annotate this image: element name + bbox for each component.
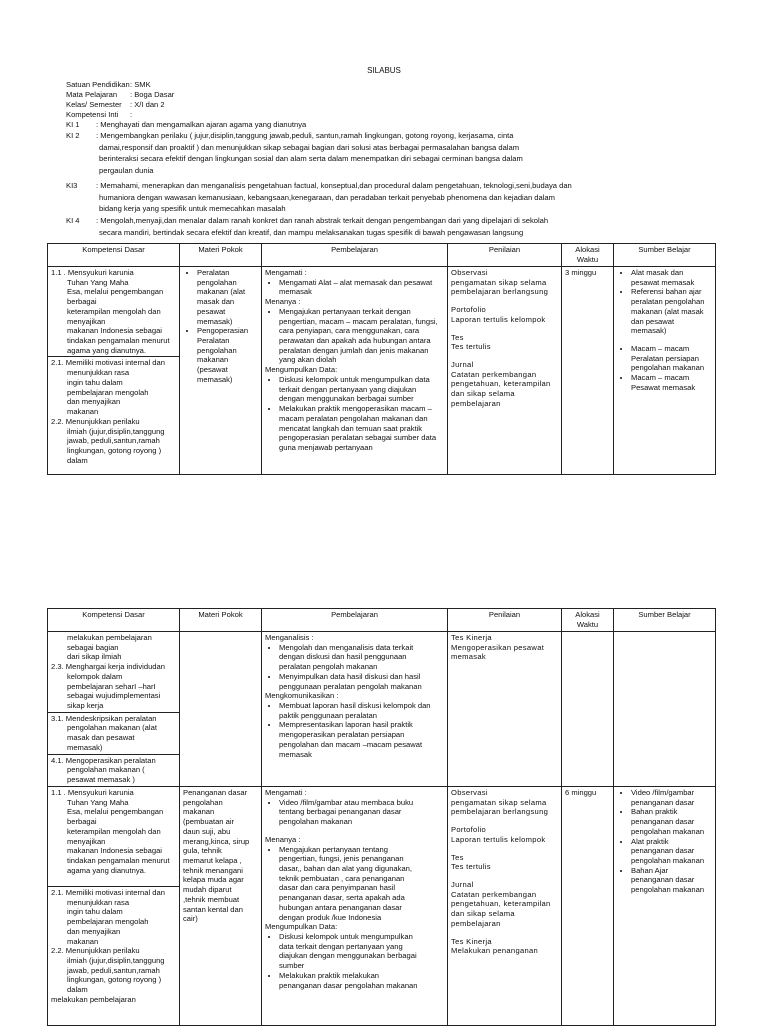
item-line: guna menjawab pertanyaan xyxy=(279,442,373,452)
item-line: dasar,, bahan dan alat yang digunakan, xyxy=(279,863,412,873)
header-alokasi-waktu: Alokasi Waktu xyxy=(562,244,614,267)
penilaian-heading: Jurnal xyxy=(451,360,474,370)
kd-line: dalam xyxy=(67,455,88,465)
kd-line: pembelajaran seharI –harI xyxy=(67,681,156,691)
kd-line: agama yang dianutnya. xyxy=(67,865,146,875)
kd-cell xyxy=(48,632,180,713)
ki-code: KI 1 xyxy=(66,120,80,129)
kd-line: pembelajaran mengolah xyxy=(67,917,149,927)
item-line: tentang berbagai penanganan dasar xyxy=(279,807,402,817)
kd-line: keterampilan mengolah dan xyxy=(67,826,161,836)
sumber-line: pengolahan makanan xyxy=(631,826,705,836)
kd-line: ingin tahu dalam xyxy=(67,377,123,387)
kd-line: sikap kerja xyxy=(67,701,104,711)
item-line: data terkait dengan pertanyaan yang xyxy=(279,941,403,951)
kd-line: Esa, melalui pengembangan xyxy=(67,287,164,297)
ki-text: : Menghayati dan mengamalkan ajaran agama yang dianutnya xyxy=(96,120,307,129)
sumber-item xyxy=(631,287,712,336)
sumber-line: • Macam – macam xyxy=(631,344,690,354)
materi-line: makanan (alat xyxy=(197,287,246,297)
pembelajaran-cell xyxy=(262,267,448,475)
materi-line: • Peralatan xyxy=(197,268,230,277)
kd-line: pesawat memasak ) xyxy=(67,775,135,785)
section-label: Mengumpulkan Data: xyxy=(265,365,338,375)
penilaian-heading: Tes Kinerja xyxy=(451,633,492,642)
ki-text: berinteraksi secara efektif dengan lingkungan sosial dan alam serta dalam menempatkan diri sebagai cerminan bangsa dalam xyxy=(99,154,523,163)
item-line: • Mengamati Alat – alat memasak dan pesawat xyxy=(279,277,433,287)
meta-value: : SMK xyxy=(130,80,151,89)
syllabus-table-2 xyxy=(47,608,716,1026)
sumber-line: • Referensi bahan ajar xyxy=(631,287,702,297)
alokasi-cell: 3 minggu xyxy=(562,267,614,475)
item-line: mengoperasikan peralatan persiapan xyxy=(279,730,405,740)
item-line: • Melakukan praktik mengoperasikan macam – xyxy=(279,404,432,414)
sumber-line: peralatan pengolahan xyxy=(631,297,705,307)
kd-cell xyxy=(48,357,180,475)
kd-line: makanan xyxy=(67,407,99,417)
materi-line: • Pengoperasian xyxy=(197,326,249,336)
pembelajaran-item xyxy=(279,845,444,923)
materi-line: memasak) xyxy=(197,374,233,384)
item-line: memasak xyxy=(279,287,312,297)
item-line: pengolahan dan macam –macam pesawat xyxy=(279,739,423,749)
ki-text: : Memahami, menerapkan dan menganalisis pengetahuan factual, konseptual,dan procedural dalam pengetahuan, teknologi,seni,budaya dan xyxy=(96,181,572,190)
item-line: pengolahan makanan xyxy=(279,817,353,827)
item-line: dengan diskusi dan hasil penggunaan xyxy=(279,652,407,662)
kd-line: menunjukkan rasa xyxy=(67,368,130,378)
item-line: perawatan dan apakah ada hubungan antara xyxy=(279,336,431,346)
meta-key: Kompetensi Inti xyxy=(66,110,119,119)
header-pembelajaran: Pembelajaran xyxy=(262,609,448,632)
kd-line: pengolahan makanan (alat xyxy=(67,723,157,733)
kd-cell xyxy=(48,267,180,357)
section-label: Mengamati : xyxy=(265,787,307,797)
kd-cell xyxy=(48,712,180,754)
ki-text: secara mandiri, bertindak secara efektif dan kreatif, dan mampu melaksanakan tugas spesifik di bawah pengawasan langsung xyxy=(99,227,524,237)
item-line: memasak xyxy=(279,749,312,759)
alokasi-cell xyxy=(562,632,614,787)
materi-line: Peralatan xyxy=(197,336,230,346)
sumber-line: pengolahan makanan xyxy=(631,855,705,865)
section-label: Menanya : xyxy=(265,834,301,844)
materi-line: makanan xyxy=(197,355,229,365)
sumber-cell xyxy=(614,632,716,787)
item-line: sumber xyxy=(279,961,305,971)
pembelajaran-item xyxy=(279,278,444,297)
materi-line: kelapa muda agar xyxy=(183,875,244,885)
item-line: • Diskusi kelompok untuk mengumpulkan xyxy=(279,931,413,941)
ki-code: KI 2 xyxy=(66,131,80,140)
kd-line: makanan Indonesia sebagai xyxy=(67,846,162,856)
header-materi-pokok: Materi Pokok xyxy=(180,609,262,632)
kd-line: dari sikap ilmiah xyxy=(67,652,122,662)
meta-key: Mata Pelajaran xyxy=(66,90,118,99)
kd-line: 2.3. Menghargai kerja individudan xyxy=(51,662,165,672)
kd-line: Esa, melalui pengembangan xyxy=(67,807,164,817)
materi-line: santan kental dan xyxy=(183,904,243,914)
materi-line: pengolahan xyxy=(183,797,223,807)
sumber-line: memasak) xyxy=(631,326,667,336)
kd-line: sebagai wujudimplementasi xyxy=(67,691,161,701)
item-line: • Mempresentasikan laporan hasil praktik xyxy=(279,720,413,730)
kd-line: Tuhan Yang Maha xyxy=(67,277,129,287)
kd-cell xyxy=(48,886,180,1025)
meta-value: : xyxy=(130,110,133,119)
kd-line: sebagai bagian xyxy=(67,642,119,652)
penilaian-line: dan sikap selama xyxy=(451,909,515,919)
sumber-line: penanganan dasar xyxy=(631,846,695,856)
kd-line: 2.1. Memiliki motivasi internal dan xyxy=(51,358,165,368)
sumber-item xyxy=(631,837,712,866)
pembelajaran-cell xyxy=(262,632,448,787)
materi-cell xyxy=(180,632,262,787)
penilaian-line: Laporan tertulis kelompok xyxy=(451,314,546,324)
item-line: penanganan dasar pengolahan makanan xyxy=(279,980,418,990)
meta-row xyxy=(66,110,706,120)
sumber-line: penanganan dasar xyxy=(631,875,695,885)
penilaian-line: pengetahuan, keterampilan xyxy=(451,899,551,909)
header-sumber-belajar: Sumber Belajar xyxy=(614,609,716,632)
pembelajaran-item xyxy=(279,672,444,691)
kd-line: menyajikan xyxy=(67,836,106,846)
sumber-item xyxy=(631,866,712,895)
kd-line: keterampilan mengolah dan xyxy=(67,306,161,316)
ki-text: pergaulan dunia xyxy=(99,165,154,175)
materi-line: ,tehnik membuat xyxy=(183,894,240,904)
kd-line: makanan xyxy=(67,936,99,946)
sumber-line: • Alat masak dan xyxy=(631,268,684,277)
penilaian-line: pembelajaran xyxy=(451,398,501,408)
section-label: Menanya : xyxy=(265,297,301,307)
meta-value: : X/I dan 2 xyxy=(130,100,165,109)
sumber-line: dan pesawat xyxy=(631,316,675,326)
materi-line: Penanganan dasar xyxy=(183,787,248,797)
penilaian-cell xyxy=(448,632,562,787)
penilaian-heading: Tes Kinerja xyxy=(451,936,492,946)
materi-item xyxy=(197,268,258,326)
kd-line: 2.2. Menunjukkan perilaku xyxy=(51,416,140,426)
materi-line: memarut kelapa , xyxy=(183,855,242,865)
kd-line: pengolahan makanan ( xyxy=(67,765,145,775)
materi-line: pesawat xyxy=(197,306,226,316)
penilaian-line: Mengoperasikan pesawat xyxy=(451,642,545,652)
pembelajaran-cell xyxy=(262,786,448,1025)
penilaian-heading: Tes xyxy=(451,332,464,342)
sumber-cell xyxy=(614,267,716,475)
item-line: cara penyiapan, cara menggunakan, cara xyxy=(279,326,420,336)
item-line: diajukan dengan menggunakan berbagai xyxy=(279,951,417,961)
item-line: pengertian, fungsi, jenis penanganan xyxy=(279,854,404,864)
penilaian-heading: Jurnal xyxy=(451,879,474,889)
syllabus-table-1 xyxy=(47,243,716,475)
kd-line: 1.1 . Mensyukuri karunia xyxy=(51,787,134,797)
pembelajaran-item xyxy=(279,307,444,365)
sumber-item xyxy=(631,344,712,373)
pembelajaran-item xyxy=(279,404,444,453)
item-line: terkait dengan pertanyaan yang diajukan xyxy=(279,384,417,394)
sumber-cell xyxy=(614,786,716,1025)
sumber-line: penanganan dasar xyxy=(631,817,695,827)
ki-text: bidang kerja yang spesifik untuk memecahkan masalah xyxy=(99,204,286,213)
penilaian-heading: Portofolio xyxy=(451,825,487,835)
materi-line: pengolahan xyxy=(197,277,237,287)
header-kompetensi-dasar: Kompetensi Dasar xyxy=(48,244,180,267)
meta-row xyxy=(66,100,706,110)
kd-line: 3.1. Mendeskripsikan peralatan xyxy=(51,713,157,723)
header-pembelajaran: Pembelajaran xyxy=(262,244,448,267)
kd-line: ilmiah (jujur,disiplin,tanggung xyxy=(67,955,165,965)
penilaian-cell xyxy=(448,786,562,1025)
kd-cell xyxy=(48,754,180,786)
kd-line: ingin tahu dalam xyxy=(67,907,123,917)
penilaian-cell xyxy=(448,267,562,475)
item-line: dengan produk /kue Indonesia xyxy=(279,912,382,922)
materi-line: mudah diparut xyxy=(183,885,232,895)
item-line: penanganan dasar, serta apakah ada xyxy=(279,893,405,903)
sumber-item xyxy=(631,268,712,287)
penilaian-line: pembelajaran xyxy=(451,918,501,928)
item-line: pengoperasian peralatan sebagai sumber data xyxy=(279,433,437,443)
materi-line: tehnik menangani xyxy=(183,865,243,875)
kd-line: melakukan pembelajaran xyxy=(67,633,152,642)
sumber-line: penanganan dasar xyxy=(631,797,695,807)
penilaian-line: pengamatan sikap selama xyxy=(451,277,547,287)
penilaian-line: pembelajaran berlangsung xyxy=(451,807,549,817)
materi-line: daun suji, abu xyxy=(183,826,231,836)
materi-cell xyxy=(180,786,262,1025)
penilaian-line: Melakukan penanganan xyxy=(451,946,539,956)
kd-line: berbagai xyxy=(67,817,97,827)
kd-line: agama yang dianutnya. xyxy=(67,345,146,355)
kd-line: dan menyajikan xyxy=(67,926,121,936)
penilaian-heading: Tes xyxy=(451,852,464,862)
penilaian-line: Catatan perkembangan xyxy=(451,889,537,899)
item-line: mencatat langkah dan temuan saat praktik xyxy=(279,423,423,433)
sumber-item xyxy=(631,373,712,392)
ki-text: humaniora dengan wawasan kemanusiaan, kebangsaan,kenegaraan, dan peradaban terkait penyebab phenomena dan kejadian dalam xyxy=(99,192,555,202)
penilaian-line: Catatan perkembangan xyxy=(451,369,537,379)
sumber-line: pengolahan makanan xyxy=(631,885,705,895)
sumber-line: Pesawat memasak xyxy=(631,382,696,392)
item-line: • Membuat laporan hasil diskusi kelompok dan xyxy=(279,701,431,711)
kd-cell xyxy=(48,786,180,886)
header-sumber-belajar: Sumber Belajar xyxy=(614,244,716,267)
item-line: • Menyimpulkan data hasil diskusi dan hasil xyxy=(279,671,421,681)
penilaian-heading: Observasi xyxy=(451,787,488,797)
item-line: paktik penggunaan peralatan xyxy=(279,710,377,720)
materi-line: masak dan xyxy=(197,297,235,307)
materi-line: (pembuatan air xyxy=(183,817,235,827)
kd-line: masak dan pesawat xyxy=(67,733,135,743)
ki-text: damai,responsif dan proaktif ) dan menunjukkan sikap sebagai bagian dari solusi atas berbagai permasalahan bangsa dalam xyxy=(99,142,520,152)
ki-text: : Mengembangkan perilaku ( jujur,disiplin,tanggung jawab,peduli, santun,ramah lingkungan, gotong royong, kerjasama, cinta xyxy=(96,131,514,140)
penilaian-line: memasak xyxy=(451,652,487,662)
penilaian-line: pengamatan sikap selama xyxy=(451,797,547,807)
item-line: peralatan dengan jumlah dan jenis makanan xyxy=(279,345,429,355)
item-line: • Melakukan praktik melakukan xyxy=(279,970,380,980)
header-kompetensi-dasar: Kompetensi Dasar xyxy=(48,609,180,632)
document-title: SILABUS xyxy=(367,66,401,75)
sumber-line: pesawat memasak xyxy=(631,277,695,287)
sumber-line: makanan (alat masak xyxy=(631,306,704,316)
header-materi-pokok: Materi Pokok xyxy=(180,244,262,267)
kd-line: 4.1. Mengoperasikan peralatan xyxy=(51,755,156,765)
item-line: penggunaan peralatan pengolah makanan xyxy=(279,681,422,691)
kd-line: jawab, peduli,santun,ramah xyxy=(67,436,160,446)
kd-line: tindakan pengamalan menurut xyxy=(67,336,170,346)
kd-line: kelompok dalam xyxy=(67,671,123,681)
penilaian-line: pembelajaran berlangsung xyxy=(451,287,549,297)
pembelajaran-item xyxy=(279,701,444,720)
item-line: dasar dan cara penyimpanan hasil xyxy=(279,883,396,893)
kd-line: dan menyajikan xyxy=(67,397,121,407)
penilaian-heading: Portofolio xyxy=(451,305,487,315)
kd-line: berbagai xyxy=(67,297,97,307)
kd-line: menyajikan xyxy=(67,316,106,326)
kd-line: Tuhan Yang Maha xyxy=(67,797,129,807)
materi-cell xyxy=(180,267,262,475)
materi-line: pengolahan xyxy=(197,345,237,355)
ki-code: KI 4 xyxy=(66,216,80,225)
penilaian-heading: Observasi xyxy=(451,268,488,277)
item-line: • Video /film/gambar atau membaca buku xyxy=(279,797,414,807)
sumber-line: • Bahan Ajar xyxy=(631,865,669,875)
meta-key: Kelas/ Semester xyxy=(66,100,122,109)
kd-line: memasak) xyxy=(67,742,103,752)
item-line: • Mengolah dan menganalisis data terkait xyxy=(279,642,414,652)
pembelajaran-item xyxy=(279,375,444,404)
sumber-line: • Bahan praktik xyxy=(631,807,678,817)
sumber-line: • Alat praktik xyxy=(631,836,669,846)
pembelajaran-item xyxy=(279,798,444,827)
kd-line: 1.1 . Mensyukuri karunia xyxy=(51,268,134,277)
kd-line: menunjukkan rasa xyxy=(67,897,130,907)
pembelajaran-item xyxy=(279,971,444,990)
penilaian-line: dan sikap selama xyxy=(451,389,515,399)
section-label: Mengumpulkan Data: xyxy=(265,922,338,932)
section-label: Menganalisis : xyxy=(265,633,314,642)
kd-line: tindakan pengamalan menurut xyxy=(67,855,170,865)
kd-line: makanan Indonesia sebagai xyxy=(67,326,162,336)
sumber-line: • Macam – macam xyxy=(631,373,690,383)
penilaian-line: pengetahuan, keterampilan xyxy=(451,379,551,389)
section-label: Mengamati : xyxy=(265,268,307,277)
alokasi-cell: 6 minggu xyxy=(562,786,614,1025)
item-line: pengertian, macam – macam peralatan, fungsi, xyxy=(279,316,438,326)
materi-line: cair) xyxy=(183,914,198,924)
item-line: peralatan pengolah makanan xyxy=(279,662,378,672)
penilaian-line: Tes tertulis xyxy=(451,862,491,872)
materi-line: gula, tehnik xyxy=(183,846,222,856)
kd-line: lingkungan, gotong royong ) xyxy=(67,975,162,985)
item-line: • Mengajukan pertanyaan tentang xyxy=(279,844,388,854)
ki-text: : Mengolah,menyaji,dan menalar dalam ranah konkret dan ranah abstrak terkait dengan pengembangan dari yang dipelajari di sekolah xyxy=(96,216,549,225)
kd-line: 2.1. Memiliki motivasi internal dan xyxy=(51,887,165,897)
pembelajaran-item xyxy=(279,932,444,971)
materi-line: makanan xyxy=(183,807,215,817)
kd-line: ilmiah (jujur,disiplin,tanggung xyxy=(67,426,165,436)
materi-line: memasak) xyxy=(197,316,233,326)
sumber-line: • Video /film/gambar xyxy=(631,787,695,797)
materi-item xyxy=(197,326,258,384)
item-line: teknik pembuatan , cara penanganan xyxy=(279,873,405,883)
meta-value: : Boga Dasar xyxy=(130,90,175,99)
meta-key: Satuan Pendidikan xyxy=(66,80,130,89)
sumber-item xyxy=(631,807,712,836)
pembelajaran-item xyxy=(279,643,444,672)
sumber-line: Peralatan persiapan xyxy=(631,353,699,363)
penilaian-line: Laporan tertulis kelompok xyxy=(451,834,546,844)
pembelajaran-item xyxy=(279,720,444,759)
penilaian-line: Tes tertulis xyxy=(451,342,491,352)
sumber-line: pengolahan makanan xyxy=(631,363,705,373)
item-line: dengan menggunakan berbagai sumber xyxy=(279,394,414,404)
header-penilaian: Penilaian xyxy=(448,609,562,632)
header-alokasi-waktu: Alokasi Waktu xyxy=(562,609,614,632)
materi-line: (pesawat xyxy=(197,365,228,375)
meta-row xyxy=(66,80,706,90)
item-line: macam peralatan pengolahan makanan dan xyxy=(279,413,428,423)
ki-code: KI3 xyxy=(66,181,78,190)
kd-line: pembelajaran mengolah xyxy=(67,387,149,397)
materi-line: merang,kinca, sirup xyxy=(183,836,250,846)
item-line: • Diskusi kelompok untuk mengumpulkan data xyxy=(279,374,430,384)
kd-line: lingkungan, gotong royong ) xyxy=(67,445,162,455)
meta-block xyxy=(66,80,706,120)
meta-row xyxy=(66,90,706,100)
section-label: Mengkomunikasikan : xyxy=(265,691,339,701)
item-line: hubungan antara penanganan dasar xyxy=(279,902,402,912)
header-penilaian: Penilaian xyxy=(448,244,562,267)
item-line: • Mengajukan pertanyaan terkait dengan xyxy=(279,306,411,316)
sumber-item xyxy=(631,788,712,807)
kd-line: dalam xyxy=(67,985,88,995)
kd-line: melakukan pembelajaran xyxy=(51,994,136,1004)
kd-line: jawab, peduli,santun,ramah xyxy=(67,965,160,975)
item-line: yang akan diolah xyxy=(279,355,337,365)
kd-line: 2.2. Menunjukkan perilaku xyxy=(51,946,140,956)
